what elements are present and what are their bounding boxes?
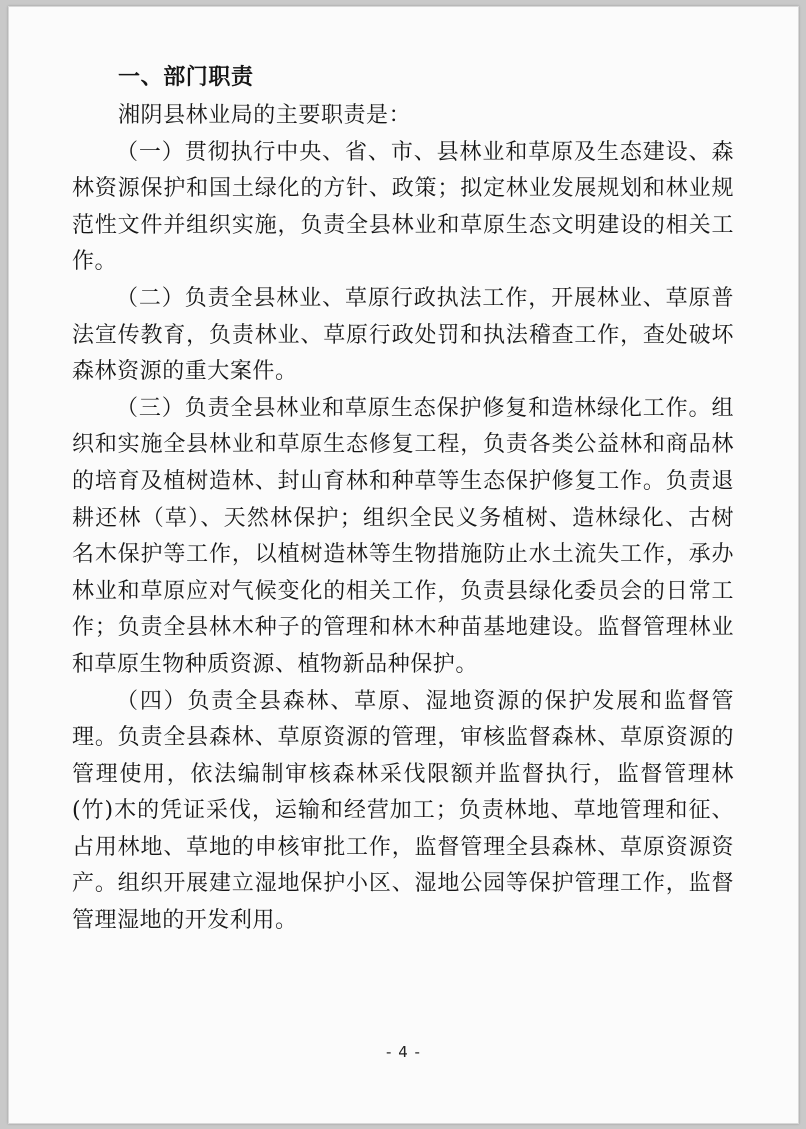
- duty-paragraph-2: （二）负责全县林业、草原行政执法工作，开展林业、草原普法宣传教育，负责林业、草原行政处罚和执法稽查工作，查处破坏森林资源的重大案件。: [72, 285, 734, 385]
- duty-paragraph-3: （三）负责全县林业和草原生态保护修复和造林绿化工作。组织和实施全县林业和草原生态修复工程，负责各类公益林和商品林的培育及植树造林、封山育林和种草等生态保护修复工作。负责退耕还林（草）、天然林保护；组织全民义务植树、造林绿化、古树名木保护等工作，以植树造林等生物措施防止水土流失工作，承办林业和草原应对气候变化的相关工作，负责县绿化委员会的日常工作；负责全县林木种子的管理和林木种苗基地建设。监督管理林业和草原生物种质资源、植物新品种保护。: [72, 395, 734, 677]
- page-number: - 4 -: [386, 1043, 421, 1061]
- section-heading: 一、部门职责: [118, 65, 254, 90]
- duty-paragraph-1: （一）贯彻执行中央、省、市、县林业和草原及生态建设、森林资源保护和国土绿化的方针、政策；拟定林业发展规划和林业规范性文件并组织实施，负责全县林业和草原生态文明建设的相关工作。: [72, 139, 734, 275]
- intro-line: 湘阴县林业局的主要职责是：: [118, 103, 412, 128]
- duty-paragraph-4: （四）负责全县森林、草原、湿地资源的保护发展和监督管理。负责全县森林、草原资源的管理，审核监督森林、草原资源的管理使用，依法编制审核森林采伐限额并监督执行，监督管理林(竹)木的凭证采伐，运输和经营加工；负责林地、草地管理和征、占用林地、草地的申核审批工作，监督管理全县森林、草原资源资产。组织开展建立湿地保护小区、湿地公园等保护管理工作，监督管理湿地的开发利用。: [72, 688, 734, 934]
- document-body: [72, 58, 734, 940]
- document-page: [8, 6, 799, 1124]
